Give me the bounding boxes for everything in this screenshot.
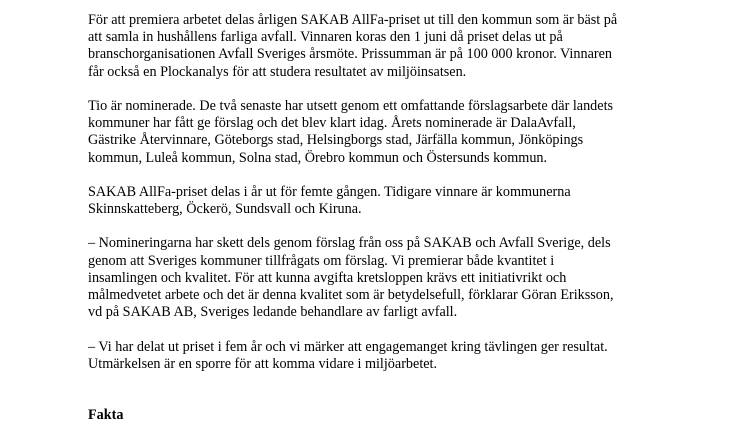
text-line: – Vi har delat ut priset i fem år och vi märker att engagemanget kring tävlingen ger resultat. <box>88 338 608 355</box>
text-line: målmedvetet arbete och det är denna kvalitet som är betydelsefull, förklarar Göran Eriksson, <box>88 287 614 303</box>
paragraph-gap <box>88 167 688 184</box>
text-line: branschorganisationen Avfall Sveriges årsmöte. Prissumman är på 100 000 kronor. Vinnaren <box>88 46 612 63</box>
section-heading-facts: Fakta <box>88 407 124 424</box>
text-line: Gästrike Återvinnare, Göteborgs stad, Helsingborgs stad, Järfälla kommun, Jönköpings <box>88 132 584 149</box>
paragraph-gap <box>88 81 688 98</box>
paragraph-gap <box>88 321 688 338</box>
paragraph-nominees <box>88 98 688 167</box>
text-line: Tio är nominerade. De två senaste har utsett genom ett omfattande förslagsarbete där landets <box>88 97 614 114</box>
paragraph-quote-nominations <box>88 235 688 321</box>
text-line: SAKAB AllFa-priset delas i år ut för femte gången. Tidigare vinnare är kommunerna <box>88 183 571 200</box>
text-line: genom att Sveriges kommuner tillfrågats om förslag. Vi premierar både kvantitet i <box>88 252 555 269</box>
text-line: vd på SAKAB AB, Sveriges ledande behandlare av farligt avfall. <box>88 304 458 321</box>
text-line: – Nomineringarna har skett dels genom förslag från oss på SAKAB och Avfall Sverige, dels <box>88 235 611 252</box>
document-page <box>88 12 688 425</box>
paragraph-prize-intro <box>88 12 688 81</box>
text-line: får också en Plockanalys för att studera resultatet av miljöinsatsen. <box>88 63 467 80</box>
text-line: insamlingen och kvalitet. För att kunna avgifta kretsloppen krävs ett initiativrikt och <box>88 269 567 286</box>
paragraph-quote-engagement <box>88 339 688 373</box>
paragraph-gap <box>88 373 688 390</box>
text-line: kommun, Luleå kommun, Solna stad, Örebro kommun och Östersunds kommun. <box>88 149 548 166</box>
paragraph-gap <box>88 390 688 407</box>
text-line: att samla in hushållens farliga avfall. Vinnaren koras den 1 juni då priset delas ut på <box>88 29 563 46</box>
text-line: För att premiera arbetet delas årligen SAKAB AllFa-priset ut till den kommun som är bäst på <box>88 12 618 28</box>
text-line: kommuner har fått ge förslag och det blev klart idag. Årets nominerade är DalaAvfall, <box>88 115 576 132</box>
text-line: Utmärkelsen är en sporre för att komma vidare i miljöarbetet. <box>88 355 438 372</box>
text-line: Skinnskatteberg, Öckerö, Sundsvall och Kiruna. <box>88 201 362 218</box>
paragraph-previous-winners <box>88 184 688 218</box>
paragraph-gap <box>88 218 688 235</box>
